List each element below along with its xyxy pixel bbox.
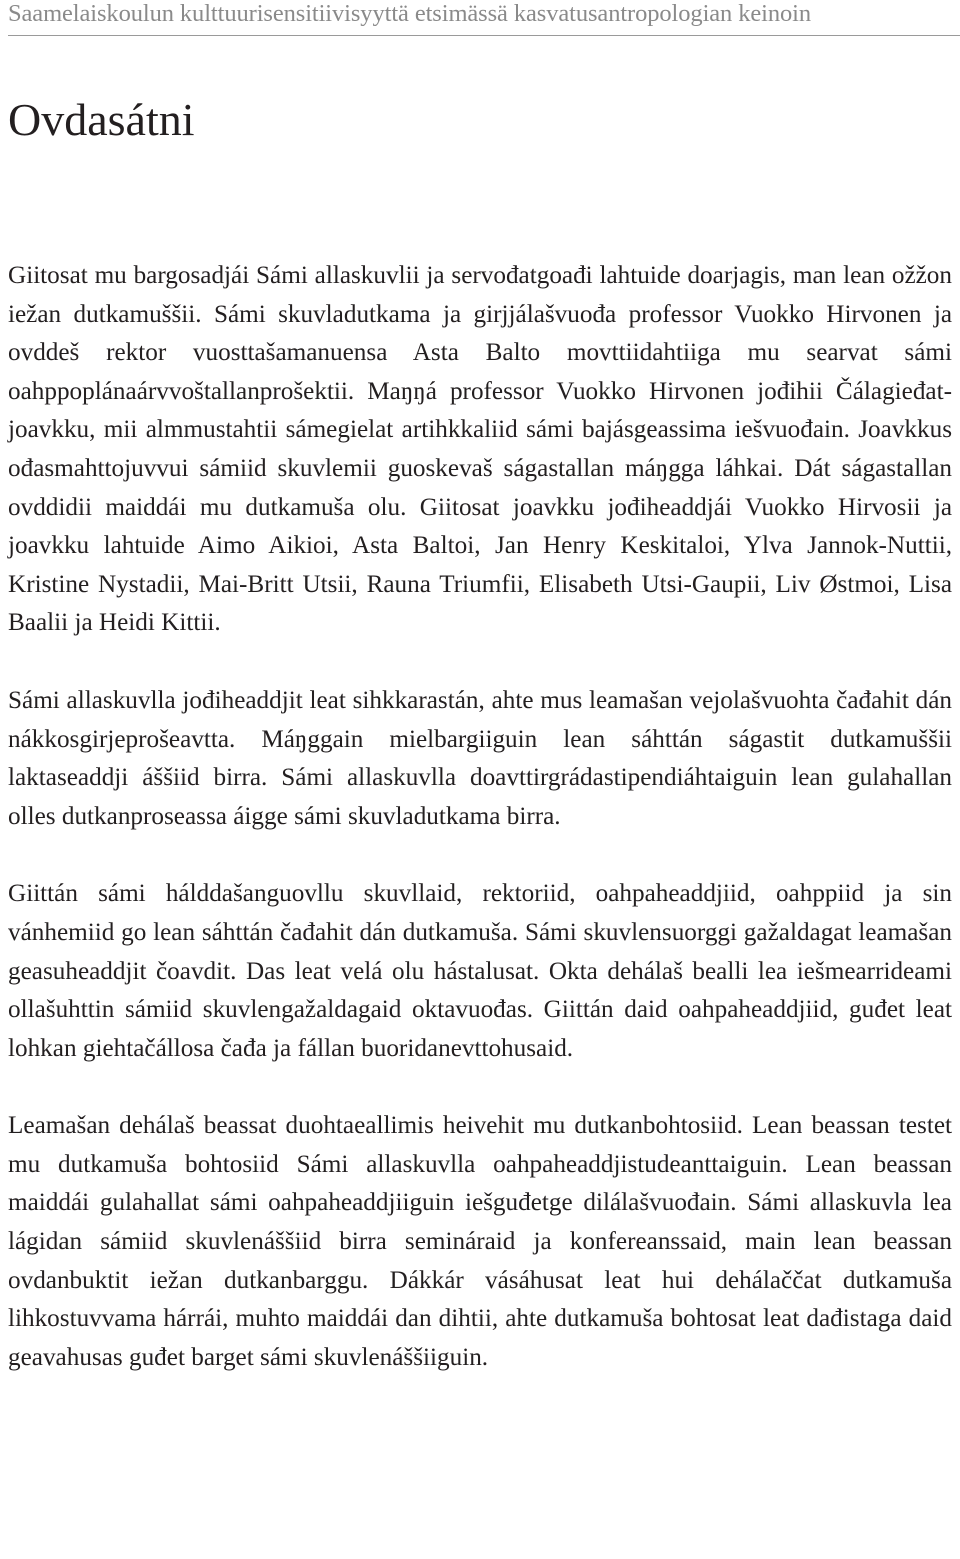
chapter-title: Ovdasátni xyxy=(8,94,195,145)
running-header: Saamelaiskoulun kulttuurisensitiivisyyttä etsimässä kasvatusantropologian keinoin xyxy=(8,0,812,27)
header-divider xyxy=(8,35,960,36)
body-text xyxy=(8,257,952,1416)
paragraph-practical-application: Leamašan dehálaš beassat duohtaeallimis heivehit mu dutkanbohtosiid. Lean beassan testet mu dutkamuša bohtosiid Sámi allaskuvlla oahpaheaddjistudeanttaiguin. Lean beassan maiddái gulahallat sámi oahpaheaddjiiguin iešguđetge dilálašvuođain. Sámi allaskuvla lea lágidan sámiid skuvlenáššiid birra semináraid ja konfereanssaid, main lean beassan ovdanbuktit iežan dutkanbarggu. Dákkár vásáhusat leat hui dehálaččat dutkamuša lihkostuvvama hárrái, muhto maiddái dan dihtii, ahte dutkamuša bohtosat leat dađistaga daid geavahusas guđet barget sámi skuvlenáššiiguin. xyxy=(8,1112,952,1371)
paragraph-acknowledgements-intro: Giitosat mu bargosadjái Sámi allaskuvlii ja servođatgoađi lahtuide doarjagis, man lean ožžon iežan dutkamuššii. Sámi skuvladutkama ja girjjálašvuođa professor Vuokko Hirvonen ja ovddeš rektor vuosttašamanuensa Asta Balto movttiidahtiiga mu searvat sámi oahppoplánaárvvoštallanprošektii. Maŋŋá professor Vuokko Hirvonen jođihii Čálagieđat-joavkku, mii almmustahtii sámegielat artihkkaliid sámi bajásgeassima iešvuođain. Joavkkus ođasmahttojuvvui sámiid skuvlemii guoskevaš ságastallan máŋgga láhkai. Dát ságastallan ovddidii maiddái mu dutkamuša olu. Giitosat joavkku jođiheaddjái Vuokko Hirvosii ja joavkku lahtuide Aimo Aikioi, Asta Baltoi, Jan Henry Keskitaloi, Ylva Jannok-Nuttii, Kristine Nystadii, Mai-Britt Utsii, Rauna Triumfii, Elisabeth Utsi-Gaupii, Liv Østmoi, Lisa Baalii ja Heidi Kittii. xyxy=(8,262,952,637)
paragraph-schools-thanks: Giittán sámi hálddašanguovllu skuvllaid, rektoriid, oahpaheaddjiid, oahppiid ja sin vánhemiid go lean sáhttán čađahit dán dutkamuša. Sámi skuvlensuorggi gažaldagat leamašan geasuheaddjit čoavdit. Das leat velá olu hástalusat. Okta dehálaš bealli lea iešmearrideami ollašuhttin sámiid skuvlengažaldagaid oktavuođas. Giittán daid oahpaheaddjiid, guđet leat lohkan giehtačállosa čađa ja fállan buoridanevttohusaid. xyxy=(8,880,952,1062)
paragraph-college-leadership: Sámi allaskuvlla jođiheaddjit leat sihkkarastán, ahte mus leamašan vejolašvuohta čađahit dán nákkosgirjeprošeavtta. Máŋggain mielbargiiguin lean sáhttán ságastit dutkamuššii laktaseaddji áššiid birra. Sámi allaskuvlla doavttirgrádastipendiáhtaiguin lean gulahallan olles dutkanproseassa áigge sámi skuvladutkama birra. xyxy=(8,686,952,830)
